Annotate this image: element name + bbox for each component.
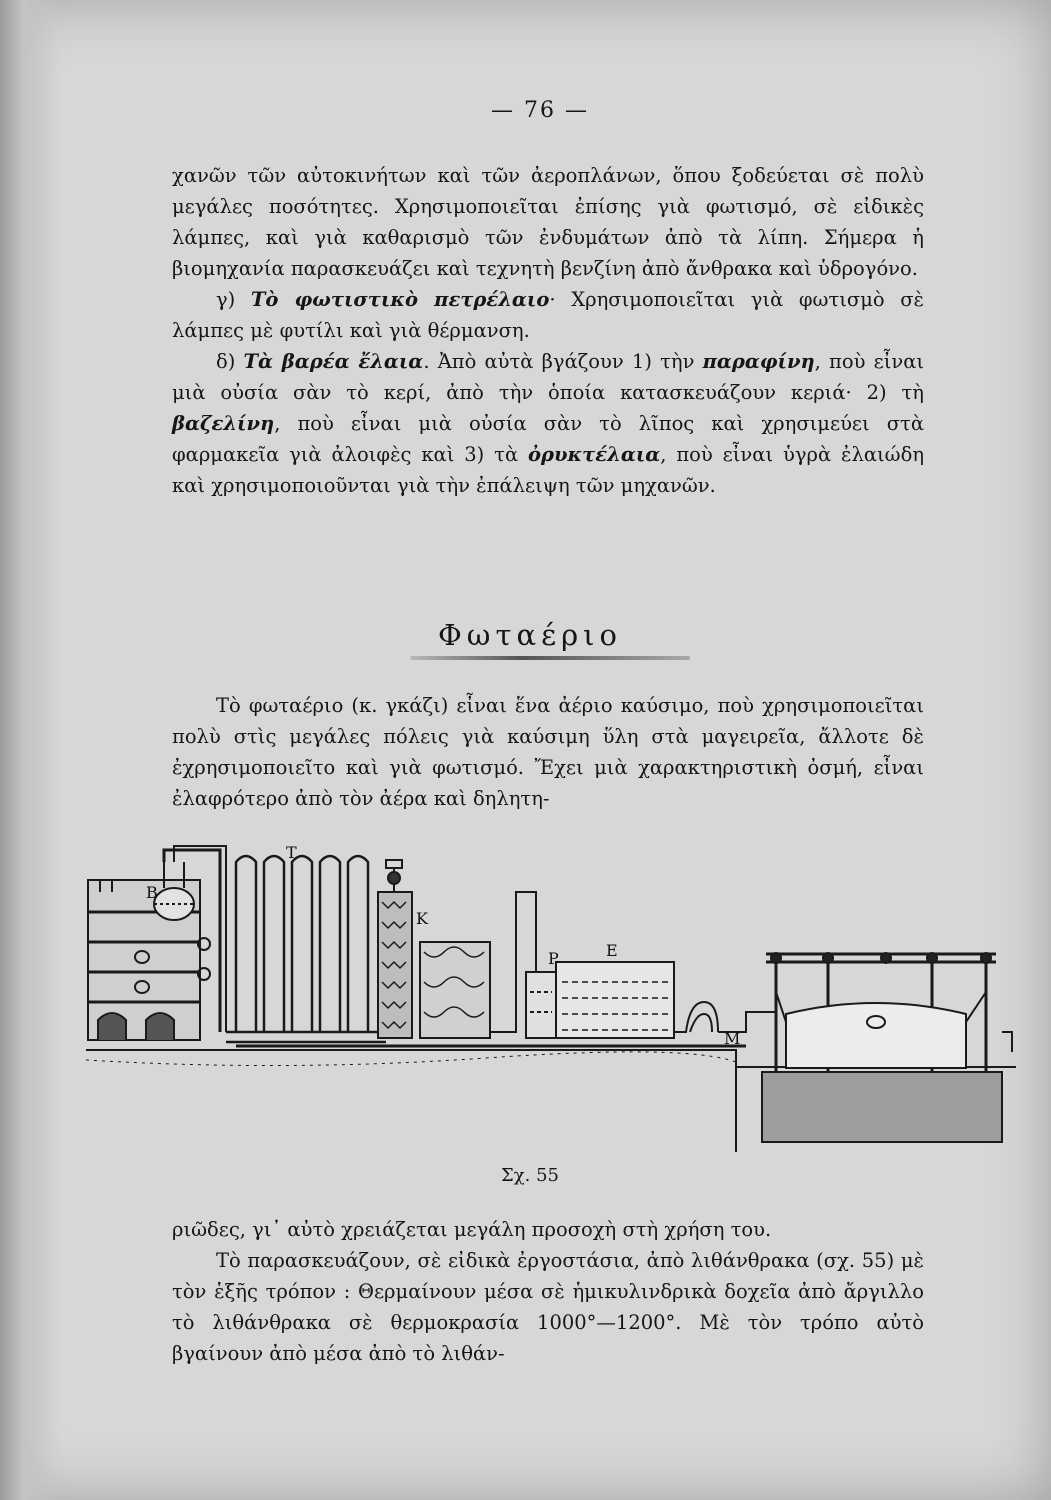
figure-caption: Σχ. 55 [501,1165,559,1186]
gasholder [736,953,1016,1152]
item-d-text-4: , ποὺ εἶναι ὑγρὰ ἐλαιώδη καὶ χρησιμοποιοῦνται γιὰ τὴν ἐπάλειψη τῶν μηχανῶν. [172,443,924,497]
text-block-bottom [172,1214,924,1369]
item-c-prefix: γ) [216,288,236,311]
term-paraffin: παραφίνη [702,350,815,373]
paragraph-1: χανῶν τῶν αὐτοκινήτων καὶ τῶν ἀεροπλάνων, ὅπου ξοδεύεται σὲ πολὺ μεγάλες ποσότητες. Χρησιμοποιεῖται ἐπίσης γιὰ φωτισμό, σὲ εἰδικὲς λάμπες, καὶ γιὰ καθαρισμὸ τῶν ἐνδυμάτων ἀπὸ τὰ λίπη. Σήμερα ἡ βιομηχανία παρασκευάζει καὶ τεχνητὴ βενζίνη ἀπὸ ἄνθρακα καὶ ὑδρογόνο. [172,164,924,280]
washer-tanks [526,962,674,1038]
purifier [420,892,536,1038]
label-b: B [146,883,158,902]
item-d-term: Τὰ βαρέα ἔλαια [243,350,424,373]
label-t: T [286,843,297,862]
page-number: — 76 — [491,98,589,123]
label-e: E [606,941,618,960]
text-block-middle [172,690,924,814]
text-block-top [172,160,924,501]
gas-plant-figure [86,832,1016,1156]
label-k: K [416,909,428,928]
item-c [172,284,924,346]
item-d-text-3: , ποὺ εἶναι μιὰ οὐσία σὰν τὸ λῖπος καὶ χρησιμεύει στὰ φαρμακεῖα γιὰ ἀλοιφὲς καὶ 3) τὰ [172,412,924,466]
item-d-text-1: . Ἀπὸ αὐτὰ βγάζουν 1) τὴν [423,350,695,373]
item-c-text: · Χρησιμοποιεῖται γιὰ φωτισμὸ σὲ λάμπες μὲ φυτίλι καὶ γιὰ θέρμανση. [172,288,925,342]
title-underline [410,656,690,660]
section-title: Φωταέριο [438,618,622,652]
term-vaseline: βαζελίνη [172,412,275,435]
term-mineral-oils: ὀρυκτέλαια [528,443,661,466]
pipes [236,1002,776,1046]
scrubber [378,860,412,1038]
label-m: M [724,1029,741,1048]
item-d-text-2: , ποὺ εἶναι μιὰ οὐσία σὰν τὸ κερί, ἀπὸ τὴν ὁποία κατασκευάζουν κεριά· 2) τὴ [172,350,925,404]
paragraph-3: ριῶδες, γι᾿ αὐτὸ χρειάζεται μεγάλη προσοχὴ στὴ χρήση του. [172,1218,772,1241]
paragraph-4: Τὸ παρασκευάζουν, σὲ εἰδικὰ ἐργοστάσια, ἀπὸ λιθάνθρακα (σχ. 55) μὲ τὸν ἑξῆς τρόπον : Θερμαίνουν μέσα σὲ ἡμικυλινδρικὰ δοχεῖα ἀπὸ ἄργιλλο τὸ λιθάνθρακα σὲ θερμοκρασία 1000°—1200°. Μὲ τὸν τρόπο αὐτὸ βγαίνουν ἀπὸ μέσα ἀπὸ τὸ λιθάν- [172,1249,924,1365]
paragraph-2: Τὸ φωταέριο (κ. γκάζι) εἶναι ἕνα ἀέριο καύσιμο, ποὺ χρησιμοποιεῖται πολὺ στὶς μεγάλες πόλεις γιὰ καύσιμη ὕλη στὰ μαγειρεῖα, ἄλλοτε δὲ ἐχρησιμοποιεῖτο καὶ γιὰ φωτισμό. Ἔχει μιὰ χαρακτηριστικὴ ὀσμή, εἶναι ἐλαφρότερο ἀπὸ τὸν ἀέρα καὶ δηλητη- [172,694,924,810]
gas-plant-illustration [86,832,1016,1152]
item-d [172,346,924,501]
item-c-term: Τὸ φωτιστικὸ πετρέλαιο [250,288,550,311]
item-d-prefix: δ) [216,350,236,373]
label-p: P [548,949,559,968]
condenser [226,856,386,1042]
page-edge-shadow [0,0,60,1500]
